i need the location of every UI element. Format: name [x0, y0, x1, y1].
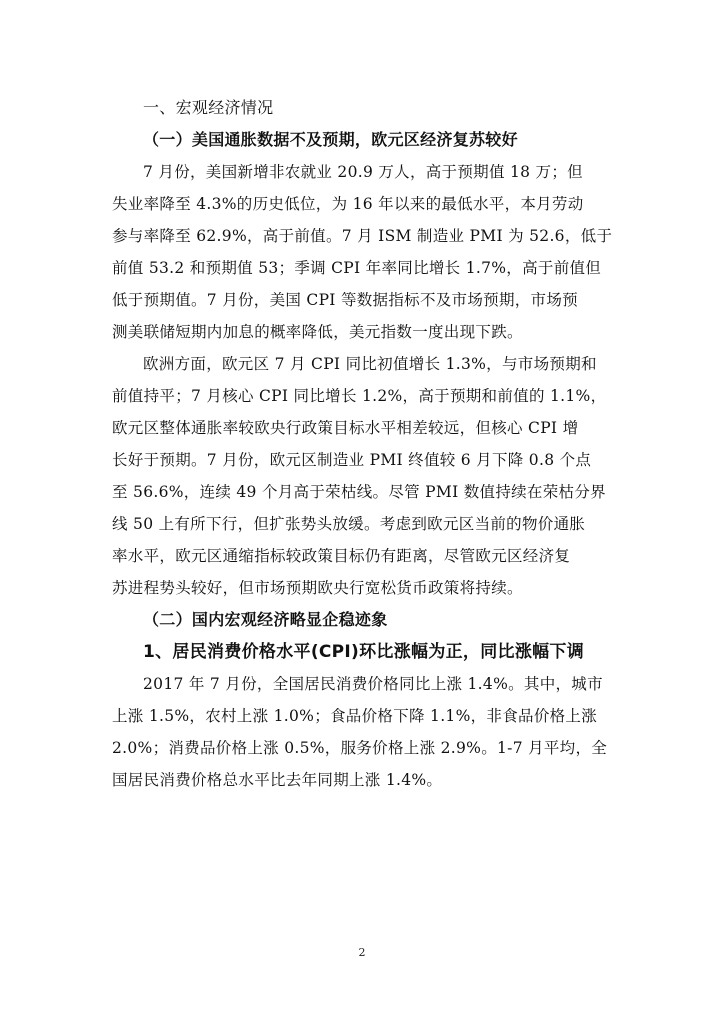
paragraph-line: 欧洲方面，欧元区 7 月 CPI 同比初值增长 1.3%，与市场预期和 — [143, 355, 597, 373]
subsection-heading-2: （二）国内宏观经济略显企稳迹象 — [143, 610, 388, 629]
paragraph-line: 长好于预期。7 月份，欧元区制造业 PMI 终值较 6 月下降 0.8 个点 — [112, 451, 592, 469]
page-number: 2 — [358, 946, 366, 959]
paragraph-eurozone — [112, 348, 620, 604]
paragraph-line: 测美联储短期内加息的概率降低，美元指数一度出现下跌。 — [112, 323, 523, 341]
paragraph-line: 至 56.6%，连续 49 个月高于荣枯线。尽管 PMI 数值持续在荣枯分界 — [112, 483, 606, 501]
section-heading: 一、宏观经济情况 — [143, 98, 274, 117]
paragraph-line: 率水平，欧元区通缩指标较政策目标仍有距离，尽管欧元区经济复 — [112, 547, 571, 565]
paragraph-line: 失业率降至 4.3%的历史低位，为 16 年以来的最低水平，本月劳动 — [112, 195, 584, 213]
paragraph-line: 上涨 1.5%，农村上涨 1.0%；食品价格下降 1.1%，非食品价格上涨 — [112, 707, 598, 725]
paragraph-line: 2017 年 7 月份，全国居民消费价格同比上涨 1.4%。其中，城市 — [143, 675, 603, 693]
paragraph-us-economy — [112, 156, 620, 348]
item-heading-cpi: 1、居民消费价格水平(CPI)环比涨幅为正，同比涨幅下调 — [143, 642, 585, 662]
paragraph-line: 7 月份，美国新增非农就业 20.9 万人，高于预期值 18 万；但 — [143, 163, 583, 181]
paragraph-cpi — [112, 668, 620, 796]
paragraph-line: 国居民消费价格总水平比去年同期上涨 1.4%。 — [112, 771, 443, 789]
paragraph-line: 参与率降至 62.9%，高于前值。7 月 ISM 制造业 PMI 为 52.6，低于 — [112, 227, 613, 245]
paragraph-line: 2.0%；消费品价格上涨 0.5%，服务价格上涨 2.9%。1-7 月平均，全 — [112, 739, 608, 757]
paragraph-line: 前值 53.2 和预期值 53；季调 CPI 年率同比增长 1.7%，高于前值但 — [112, 259, 602, 277]
paragraph-line: 线 50 上有所下行，但扩张势头放缓。考虑到欧元区当前的物价通胀 — [112, 515, 586, 533]
paragraph-line: 前值持平；7 月核心 CPI 同比增长 1.2%，高于预期和前值的 1.1%， — [112, 387, 607, 405]
paragraph-line: 苏进程势头较好，但市场预期欧央行宽松货币政策将持续。 — [112, 579, 523, 597]
page-content — [112, 92, 620, 796]
paragraph-line: 低于预期值。7 月份，美国 CPI 等数据指标不及市场预期，市场预 — [112, 291, 578, 309]
paragraph-line: 欧元区整体通胀率较欧央行政策目标水平相差较远，但核心 CPI 增 — [112, 419, 579, 437]
subsection-heading-1: （一）美国通胀数据不及预期，欧元区经济复苏较好 — [143, 130, 518, 149]
